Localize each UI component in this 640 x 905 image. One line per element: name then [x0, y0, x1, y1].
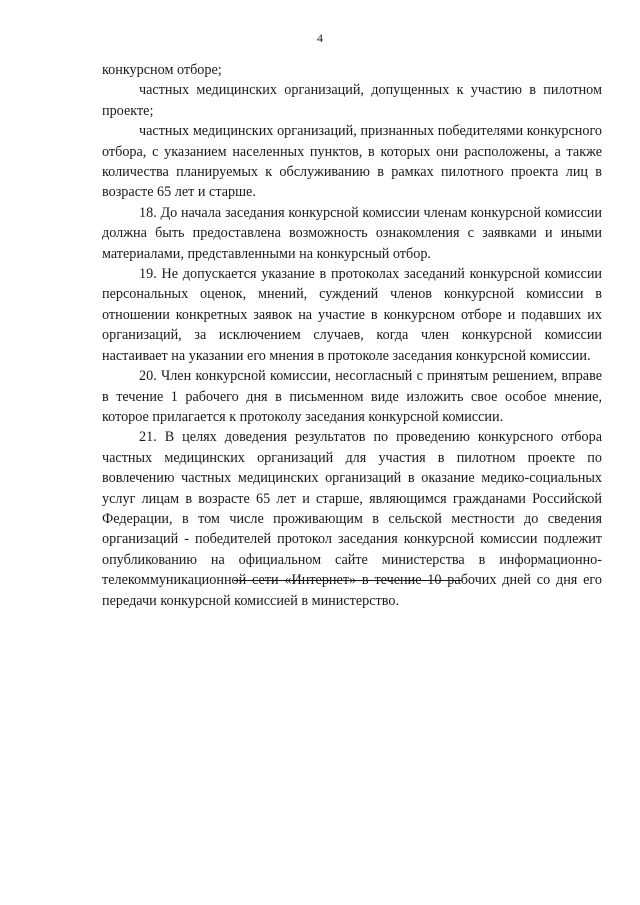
- paragraph-continuation: конкурсном отборе;: [102, 62, 222, 78]
- list-item-admitted-organizations: частных медицинских организаций, допущенных к участию в пилотном проекте;: [102, 82, 602, 119]
- clause-19: 19. Не допускается указание в протоколах заседаний конкурсной комиссии персональных оценок, мнений, суждений членов конкурсной комиссии в отношении конкретных заявок на участие в конкурсном отборе и подавших их организаций, за исключением случаев, когда член конкурсной комиссии настаивает на указании его мнения в протоколе заседания конкурсной комиссии.: [102, 266, 602, 364]
- page-number: 4: [317, 31, 323, 45]
- clause-21: 21. В целях доведения результатов по проведению конкурсного отбора частных медицинских организаций для участия в пилотном проекте по вовлечению частных медицинских организаций в оказание медико-социальных услуг лицам в возрасте 65 лет и старше, являющимся гражданами Российской Федерации, в том числе проживающим в сельской местности до сведения организаций - победителей протокол заседания конкурсной комиссии подлежит опубликованию на официальном сайте министерства в информационно-телекоммуникационной сети «Интернет» в течение 10 рабочих дней со дня его передачи конкурсной комиссией в министерство.: [102, 429, 602, 609]
- end-of-document-divider: [234, 580, 462, 581]
- list-item-winning-organizations: частных медицинских организаций, признанных победителями конкурсного отбора, с указанием населенных пунктов, в которых они расположены, а также количества планируемых к обслуживанию в рамках пилотного проекта лиц в возрасте 65 лет и старше.: [102, 123, 602, 201]
- clause-20: 20. Член конкурсной комиссии, несогласный с принятым решением, вправе в течение 1 рабочего дня в письменном виде изложить свое особое мнение, которое прилагается к протоколу заседания конкурсной комиссии.: [102, 368, 602, 425]
- clause-18: 18. До начала заседания конкурсной комиссии членам конкурсной комиссии должна быть предоставлена возможность ознакомления с заявками и иными материалами, представленными на конкурсный отбор.: [102, 204, 602, 262]
- document-body: [102, 60, 602, 611]
